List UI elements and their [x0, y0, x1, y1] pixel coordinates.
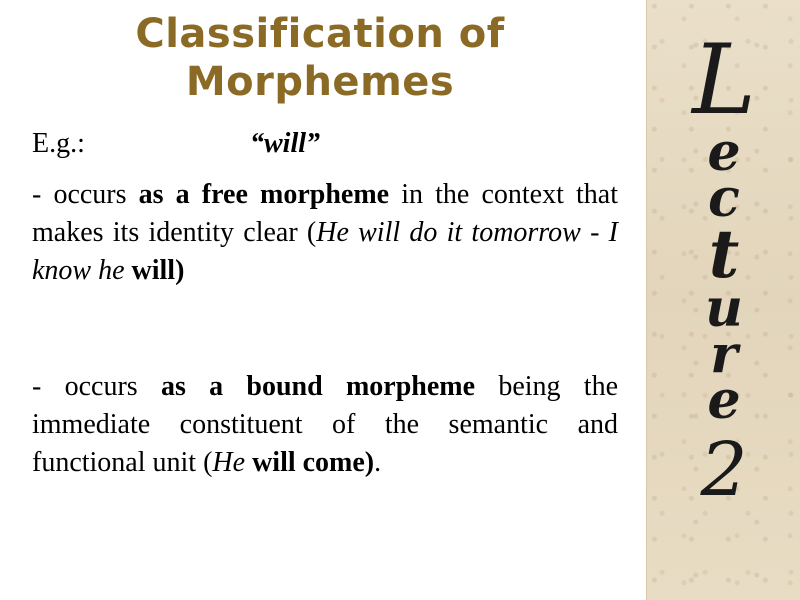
lecture-letter: r — [710, 324, 738, 385]
free-morpheme-paragraph — [32, 176, 618, 290]
example-emphasis: will) — [131, 255, 185, 286]
example-label: E.g.: — [32, 128, 85, 159]
slide-title: Classification of Morphemes — [135, 11, 505, 105]
text-run: in the context that makes its identity clear ( — [32, 179, 618, 248]
lecture-letter: L — [692, 24, 756, 136]
lecture-side-panel — [646, 0, 800, 600]
text-run: - occurs — [32, 371, 161, 402]
example-sentence: He — [212, 447, 253, 478]
lecture-letter: c — [708, 168, 740, 229]
bound-morpheme-term: as a bound morpheme — [160, 371, 476, 402]
example-sentence: He will do it tomorrow - I know he — [32, 217, 618, 286]
text-run: - occurs — [32, 179, 139, 210]
lecture-letter: e — [707, 370, 741, 431]
example-line — [32, 128, 618, 168]
lecture-number: 2 — [700, 427, 748, 513]
text-run: being the immediate constituent of the semantic and functional unit ( — [32, 371, 619, 478]
example-emphasis: will come) — [252, 447, 375, 478]
lecture-letter: u — [705, 278, 743, 339]
lecture-letter: t — [708, 215, 740, 293]
text-run: . — [374, 447, 382, 478]
slide-body — [32, 128, 618, 482]
lecture-vertical-label — [647, 24, 800, 513]
bound-morpheme-paragraph — [32, 368, 618, 482]
lecture-letter: e — [707, 122, 741, 183]
free-morpheme-term: as a free morpheme — [138, 179, 390, 210]
example-word: “will” — [250, 128, 321, 159]
